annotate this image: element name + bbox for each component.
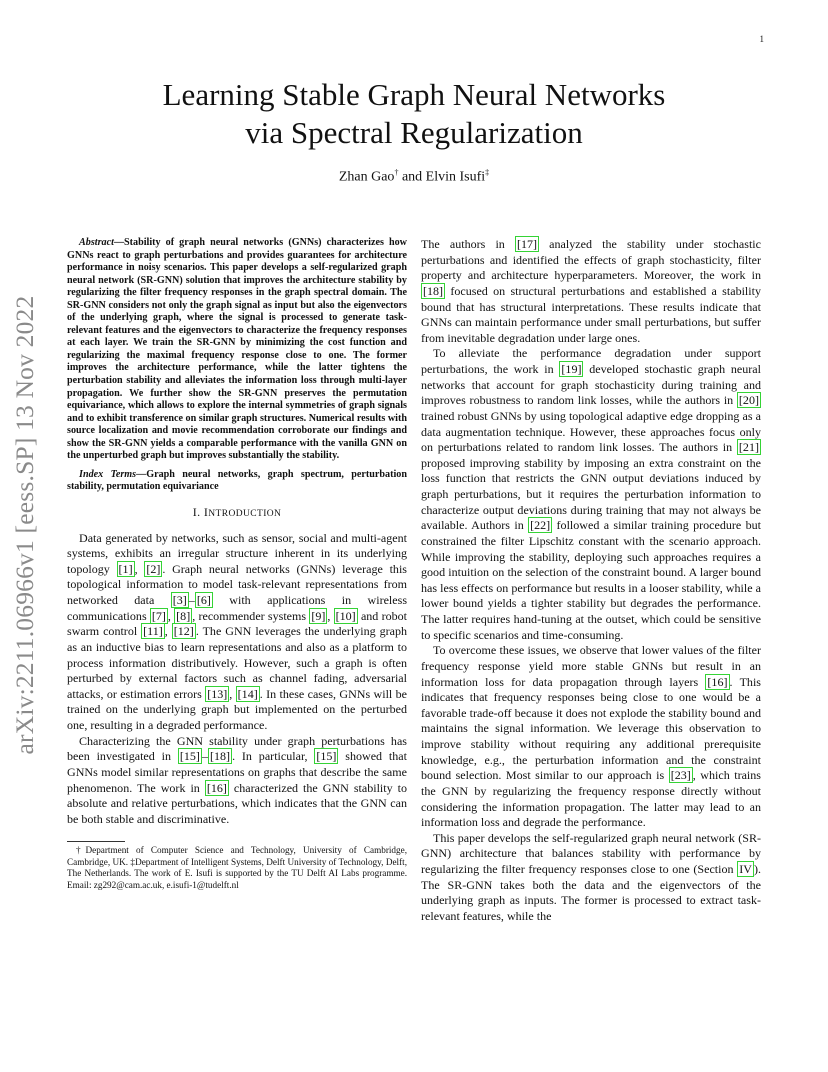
arxiv-stamp: arXiv:2211.06966v1 [eess.SP] 13 Nov 2022 (10, 295, 39, 755)
citation-link[interactable]: [8] (176, 608, 191, 623)
text-run: The authors in (421, 237, 515, 251)
index-terms-text: —Graph neural networks, graph spectrum, perturbation stability, permutation equivariance (67, 468, 407, 493)
section-reference-link[interactable]: IV (739, 862, 752, 876)
author-2: Elvin Isufi (425, 169, 486, 185)
text-run: . In these cases, GNNs will be trained on the underlying graph but implemented on the perturbed one, resulting in a degraded performance. (67, 686, 407, 733)
citation-link[interactable]: [16] (206, 780, 227, 795)
citation-link[interactable]: [16] (707, 674, 728, 689)
right-paragraph-3 (421, 643, 761, 831)
author-and: and (398, 169, 426, 185)
citation-link[interactable]: [6] (196, 593, 211, 608)
citation-link[interactable]: [7] (151, 608, 166, 623)
citation-link[interactable]: [20] (738, 393, 759, 408)
right-paragraph-2 (421, 346, 761, 643)
text-run: followed a similar training procedure but constrained the filter Lipschitz constant with the scenario approach. While improving the stability, deploying such approaches requires a good intuition on the selection of the constraint bound. A larger bound has less effects on performance but results in a looser stability, while a lower bound yields a tighter stability but degrades the performance. The latter requires hand-tuning at the outset, which could be sensitive to specific scenarios and time-consuming. (421, 518, 761, 642)
text-run: To overcome these issues, we observe that lower values of the filter frequency response yield more stable GNNs but result in an information loss for data propagation through layers (421, 643, 761, 689)
citation-link[interactable]: [1] (118, 561, 133, 576)
text-run: , (229, 686, 236, 701)
paper-title (0, 76, 828, 152)
text-run: . This indicates that frequency responses being close to one would be a favorable trade-off because it does not explode the stability bound and maintains the signal information. We leverage this observation to improve stability without requiring any additional prerequisite knowledge, e.g., the perturbation information and the constraint bound selection. Most similar to our approach is (421, 674, 761, 783)
text-run: , (327, 608, 334, 623)
text-run: focused on structural perturbations and established a stability bound that has structural interpretations. These results indicate that GNNs can maintain performance under small perturbations, but suffer from inevitable degradation under large ones. (421, 283, 761, 345)
citation-link[interactable]: [17] (516, 237, 538, 251)
text-run: proposed improving stability by imposing an extra constraint on the loss function that restricts the GNN output deviations induced by graph perturbations, but it requires the perturbation information to characterize output deviations during training that may not always be available. Authors in (421, 455, 761, 533)
citation-link[interactable]: [18] (209, 749, 231, 764)
citation-link[interactable]: [13] (207, 686, 228, 701)
title-line-1: Learning Stable Graph Neural Networks (162, 77, 666, 112)
text-run: , recommender systems (192, 608, 310, 623)
right-paragraph-1 (421, 237, 761, 346)
authors (0, 168, 828, 186)
author-1-mark: † (394, 168, 399, 177)
right-column (421, 237, 761, 925)
citation-link[interactable]: [15] (179, 749, 200, 764)
citation-link[interactable]: [22] (530, 518, 551, 533)
abstract-text: —Stability of graph neural networks (GNNs) characterizes how GNNs react to graph perturbations and provides guarantees for architecture performance in noisy scenarios. This paper develops a self-regularized graph neural network (SR-GNN) solution that improves the architecture stability by regularizing the filter frequency responses in the graph spectral domain. The SR-GNN considers not only the graph signal as input but also the eigenvectors of the underlying graph, where the signal is processed to generate task-relevant features and the eigenvectors to characterize the frequency responses at each layer. We train the SR-GNN by minimizing the cost function and regularizing the maximal frequency response close to one. The former improves the architecture performance, while the latter tightens the perturbation stability and alleviates the information loss through multi-layer propagation. We further show the SR-GNN preserves the permutation equivariance, which allows to explore the internal symmetries of graph signals and to exhibit transference on similar graph structures. Numerical results with source localization and movie recommendation corroborate our findings and show the SR-GNN yields a comparable performance with the vanilla GNN on the unperturbed graph but improves substantially the stability. (67, 237, 407, 462)
index-terms (67, 469, 407, 494)
text-run: , (167, 608, 175, 623)
citation-link[interactable]: [11] (143, 624, 163, 639)
text-run: , (164, 624, 172, 639)
footnote: †Department of Computer Science and Technology, University of Cambridge, Cambridge, UK. ‡Department of Intelligent Systems, Delft University of Technology, Delft, The Netherlands. The work of E. Isufi is supported by the TU Delft AI Labs programme. Email: zg292@cam.ac.uk, e.isufi-1@tudelft.nl (67, 845, 407, 890)
citation-link[interactable]: [3] (172, 593, 187, 608)
text-run: , which trains the GNN by regularizing the frequency response directly without considering the information propagation. The latter may lead to an information loss and degrade the performance. (421, 768, 761, 830)
text-run: showed that GNNs model similar representations on graphs that describe the same phenomenon. The work in (67, 749, 407, 795)
text-run: – (188, 593, 195, 608)
section-number: I. (192, 504, 204, 519)
text-run: , (134, 561, 145, 576)
citation-link[interactable]: [21] (738, 440, 759, 455)
text-run: ). The SR-GNN takes both the data and the eigenvectors of the underlying graph as inputs. The former is processed to extract task-relevant features, while the (421, 862, 761, 923)
citation-link[interactable]: [19] (561, 362, 582, 376)
text-run: . Graph neural networks (GNNs) leverage this topological information to model task-relevant representations from networked data (67, 561, 407, 608)
section-title-initial: I (203, 504, 209, 519)
index-terms-lead: Index Terms (79, 468, 137, 480)
intro-paragraph-1 (67, 531, 407, 734)
citation-link[interactable]: [2] (146, 561, 161, 576)
section-heading-introduction (67, 505, 407, 523)
abstract-lead: Abstract (79, 237, 114, 248)
page-number: 1 (759, 34, 764, 44)
text-run: . The GNN leverages the underlying graph as an inductive bias to learn representations and also as a platform to process information distributively. However, such a graph is often perturbed by external factors such as channel fading, adversarial attacks, or estimation errors (67, 624, 407, 701)
text-run: characterized the GNN stability to absolute and relative perturbations, which indicates that the GNN can be both stable and discriminative. (67, 780, 407, 826)
text-run: developed stochastic graph neural networks that account for graph stochasticity during training and improves robustness to random link losses, while the authors in (421, 362, 761, 408)
title-line-2: via Spectral Regularization (245, 115, 583, 150)
text-run: trained robust GNNs by using topological adaptive edge dropping as a data augmentation technique. However, these approaches focus only on perturbations related to random link losses. The authors in (421, 408, 761, 455)
text-run: This paper develops the self-regularized graph neural network (SR-GNN) architecture that balances stability with performance by regularizing the filter frequency responses close to one (Section (421, 830, 761, 876)
footnote-rule (67, 841, 125, 842)
text-run: with applications in wireless communications (67, 593, 408, 623)
citation-link[interactable]: [18] (423, 283, 444, 298)
text-run: Characterizing the GNN stability under graph perturbations has been investigated in (67, 733, 407, 764)
text-run: and robot swarm control (67, 608, 407, 639)
citation-link[interactable]: [14] (237, 686, 258, 701)
right-paragraph-4 (421, 831, 761, 925)
citation-link[interactable]: [15] (316, 749, 337, 764)
left-column (67, 237, 407, 891)
author-1: Zhan Gao (338, 169, 395, 185)
section-title-rest: NTRODUCTION (208, 508, 282, 519)
intro-paragraph-2 (67, 734, 407, 828)
author-2-mark: ‡ (485, 168, 490, 177)
citation-link[interactable]: [9] (311, 608, 326, 623)
text-run: . In particular, (232, 749, 315, 764)
citation-link[interactable]: [23] (670, 768, 691, 783)
text-run: Data generated by networks, such as sensor, social and multi-agent systems, exhibits an irregular structure inherent in its underlying topology (67, 530, 407, 576)
abstract (67, 237, 407, 463)
text-run: – (201, 749, 208, 764)
citation-link[interactable]: [10] (335, 608, 356, 623)
text-run: analyzed the stability under stochastic perturbations and identified the effects of graph stochasticity, filter property and architecture hyperparameters. Moreover, the work in (421, 237, 761, 283)
citation-link[interactable]: [12] (173, 624, 194, 639)
text-run: To alleviate the performance degradation under support perturbations, the work in (421, 346, 761, 376)
